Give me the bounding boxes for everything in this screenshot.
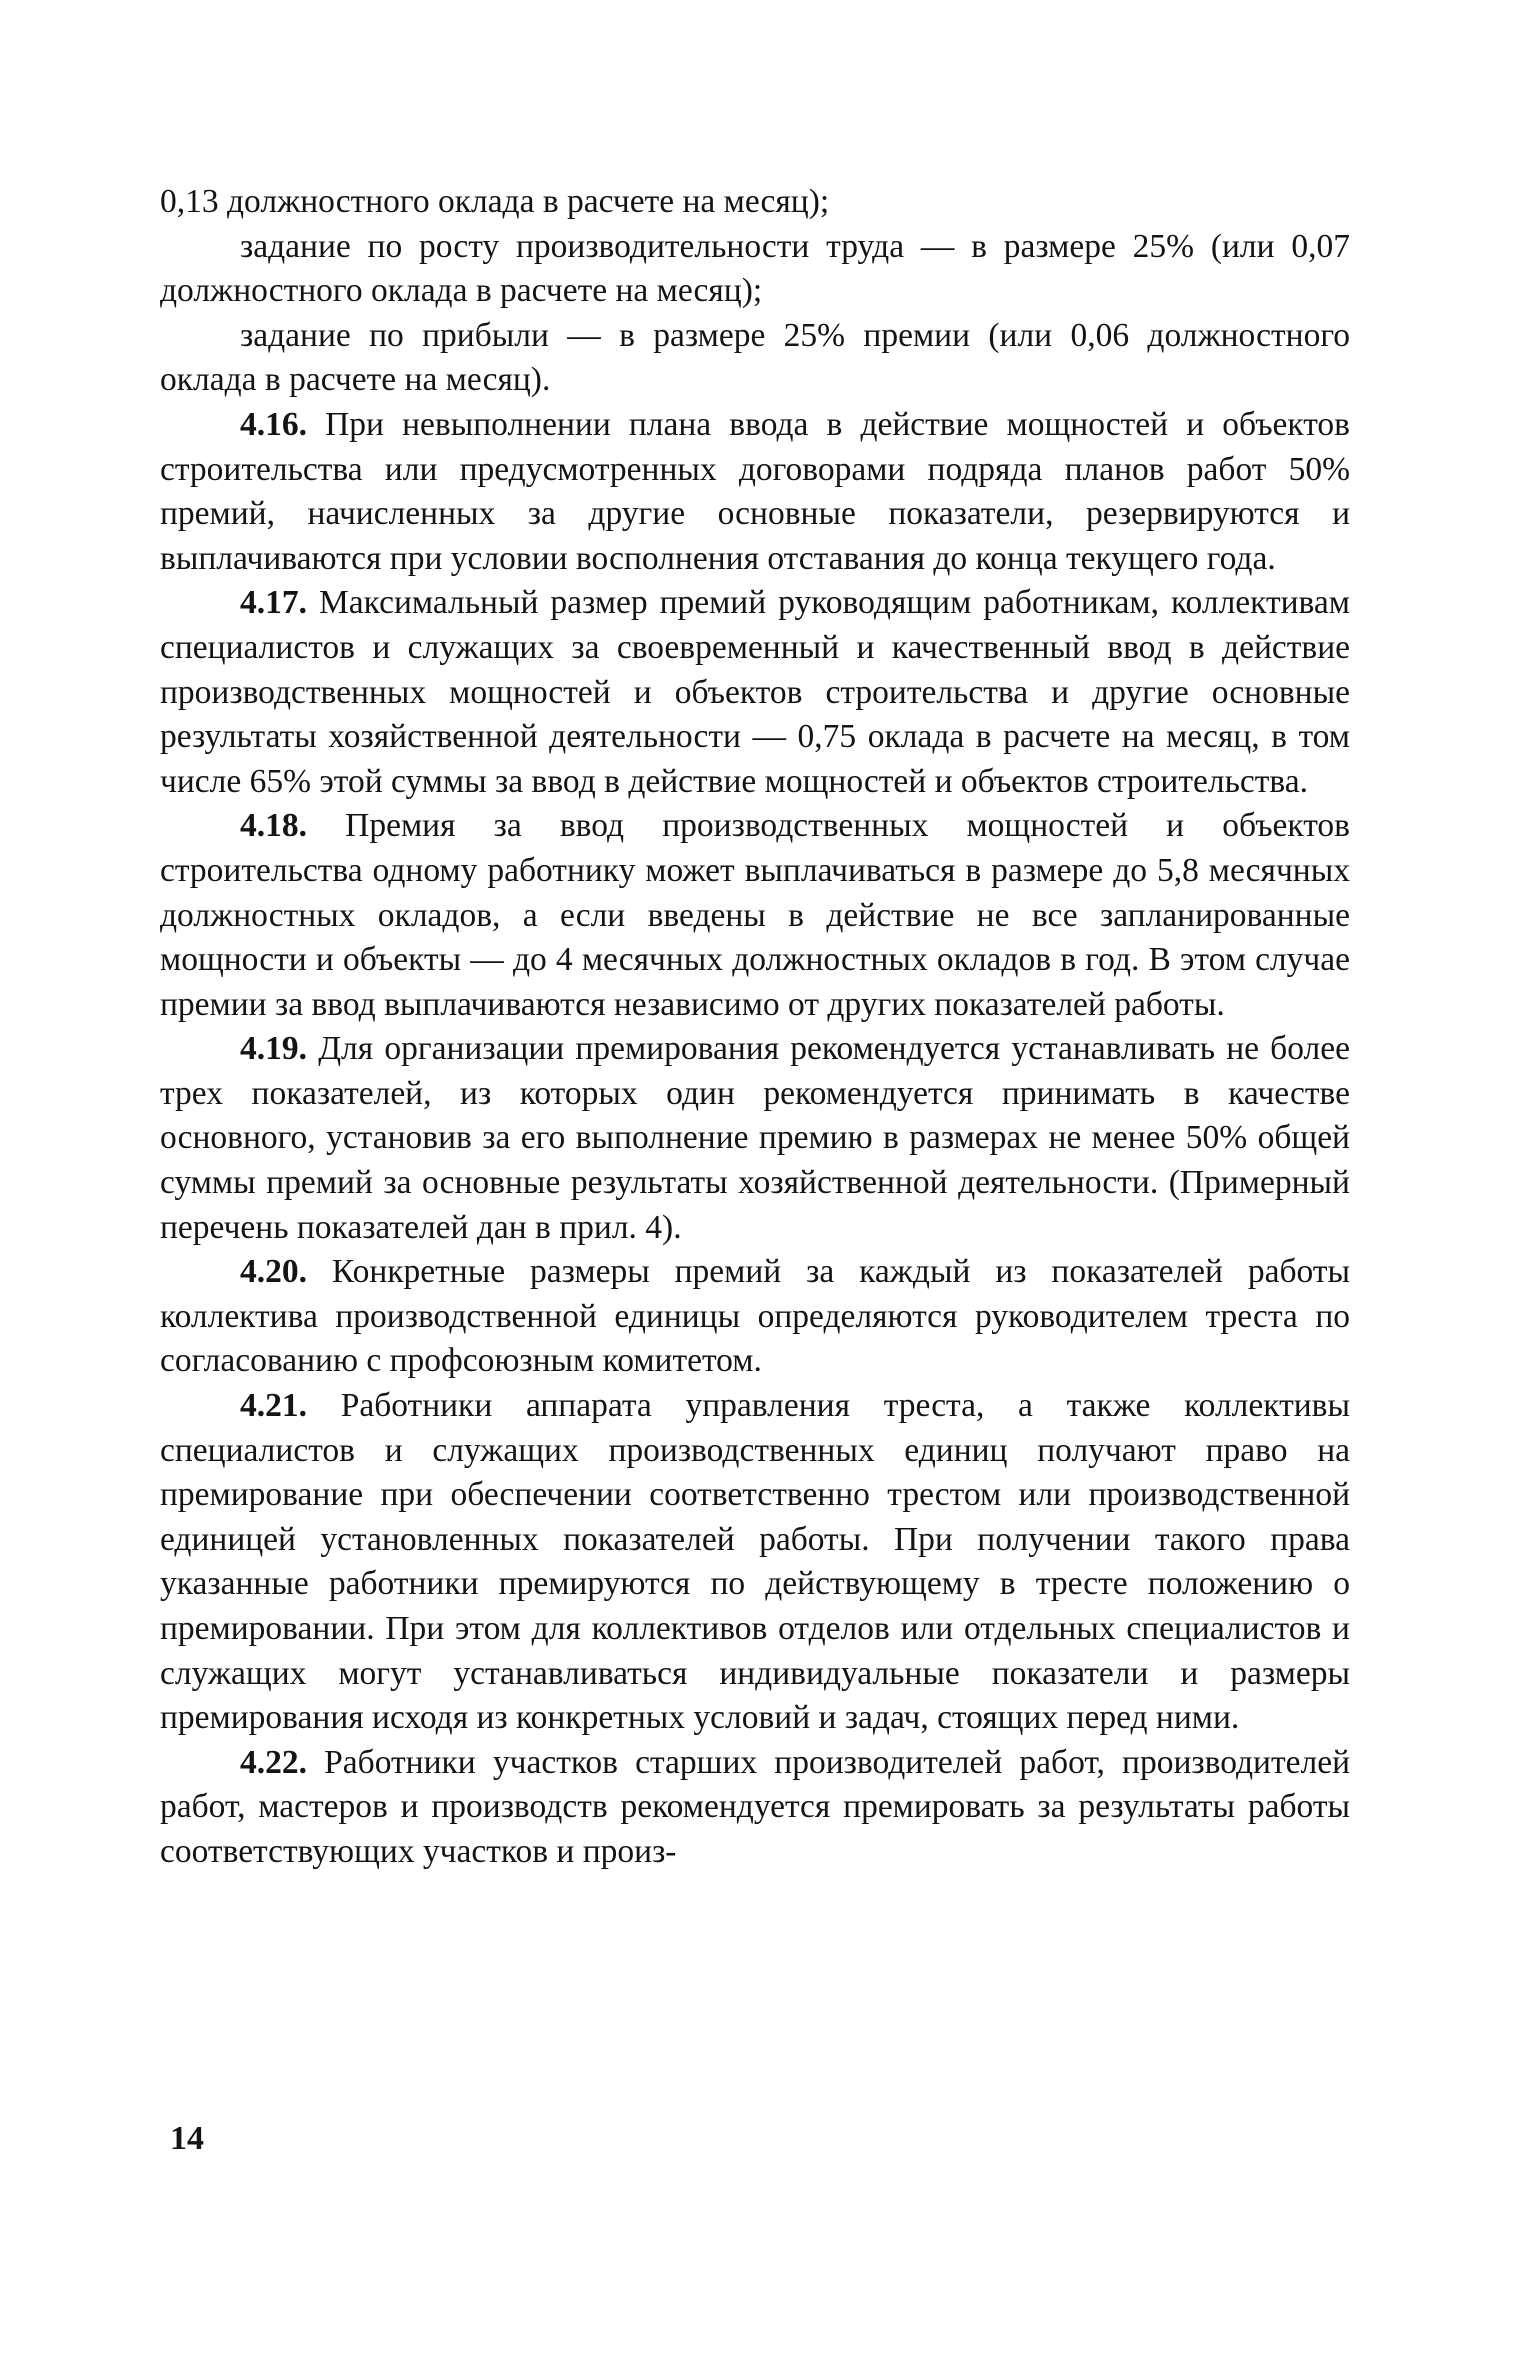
paragraph-task-profit xyxy=(160,314,1350,403)
paragraph-number: 4.22. xyxy=(240,1743,307,1781)
paragraph-4-18 xyxy=(160,804,1350,1027)
paragraph-number: 4.18. xyxy=(240,807,307,845)
paragraph-number: 4.19. xyxy=(240,1030,307,1068)
paragraph-text: Для организации премирования рекомендуется устанавливать не более трех показателей, из которых один рекомендуется принимать в качестве основного, установив за его выполнение премию в размерах не менее 50% общей суммы премий за основные результаты хозяйственной деятельности. (Примерный перечень показателей дан в прил. 4). xyxy=(160,1030,1350,1246)
page-number: 14 xyxy=(170,2120,204,2157)
paragraph-number: 4.17. xyxy=(240,584,307,622)
paragraph-task-productivity xyxy=(160,225,1350,314)
paragraph-number: 4.21. xyxy=(240,1387,307,1425)
paragraph-text: При невыполнении плана ввода в действие мощностей и объектов строительства или предусмотренных договорами подряда планов работ 50% премий, начисленных за другие основные показатели, резервируются и выплачиваются при условии восполнения отставания до конца текущего года. xyxy=(160,405,1350,577)
paragraph-text: Конкретные размеры премий за каждый из показателей работы коллектива производственной единицы определяются руководителем треста по согласованию с профсоюзным комитетом. xyxy=(160,1253,1350,1380)
paragraph-text: Работники участков старших производителей работ, производителей работ, мастеров и производств рекомендуется премировать за результаты работы соответствующих участков и произ- xyxy=(160,1743,1350,1870)
paragraph-4-16 xyxy=(160,403,1350,581)
paragraph-text: Максимальный размер премий руководящим работникам, коллективам специалистов и служащих за своевременный и качественный ввод в действие производственных мощностей и объектов строительства и другие основные результаты хозяйственной деятельности — 0,75 оклада в расчете на месяц, в том числе 65% этой суммы за ввод в действие мощностей и объектов строительства. xyxy=(160,584,1350,800)
paragraph-4-19 xyxy=(160,1027,1350,1250)
paragraph-number: 4.16. xyxy=(240,405,307,443)
paragraph-4-17 xyxy=(160,581,1350,804)
document-page xyxy=(160,180,1350,1875)
paragraph-4-22 xyxy=(160,1741,1350,1875)
paragraph-text: 0,13 должностного оклада в расчете на месяц); xyxy=(160,183,830,220)
paragraph-text: задание по прибыли — в размере 25% премии (или 0,06 должностного оклада в расчете на месяц). xyxy=(160,316,1350,399)
paragraph-number: 4.20. xyxy=(240,1253,307,1291)
paragraph-text: Премия за ввод производственных мощностей и объектов строительства одному работнику может выплачиваться в размере до 5,8 месячных должностных окладов, а если введены в действие не все запланированные мощности и объекты — до 4 месячных должностных окладов в год. В этом случае премии за ввод выплачиваются независимо от других показателей работы. xyxy=(160,807,1350,1023)
paragraph-4-21 xyxy=(160,1384,1350,1741)
paragraph-text: задание по росту производительности труда — в размере 25% (или 0,07 должностного оклада в расчете на месяц); xyxy=(160,227,1350,310)
paragraph-text: Работники аппарата управления треста, а также коллективы специалистов и служащих производственных единиц получают право на премирование при обеспечении соответственно трестом или производственной единицей установленных показателей работы. При получении такого права указанные работники премируются по действующему в тресте положению о премировании. При этом для коллективов отделов или отдельных специалистов и служащих могут устанавливаться индивидуальные показатели и размеры премирования исходя из конкретных условий и задач, стоящих перед ними. xyxy=(160,1387,1350,1737)
paragraph-continuation xyxy=(160,180,1350,225)
paragraph-4-20 xyxy=(160,1250,1350,1384)
